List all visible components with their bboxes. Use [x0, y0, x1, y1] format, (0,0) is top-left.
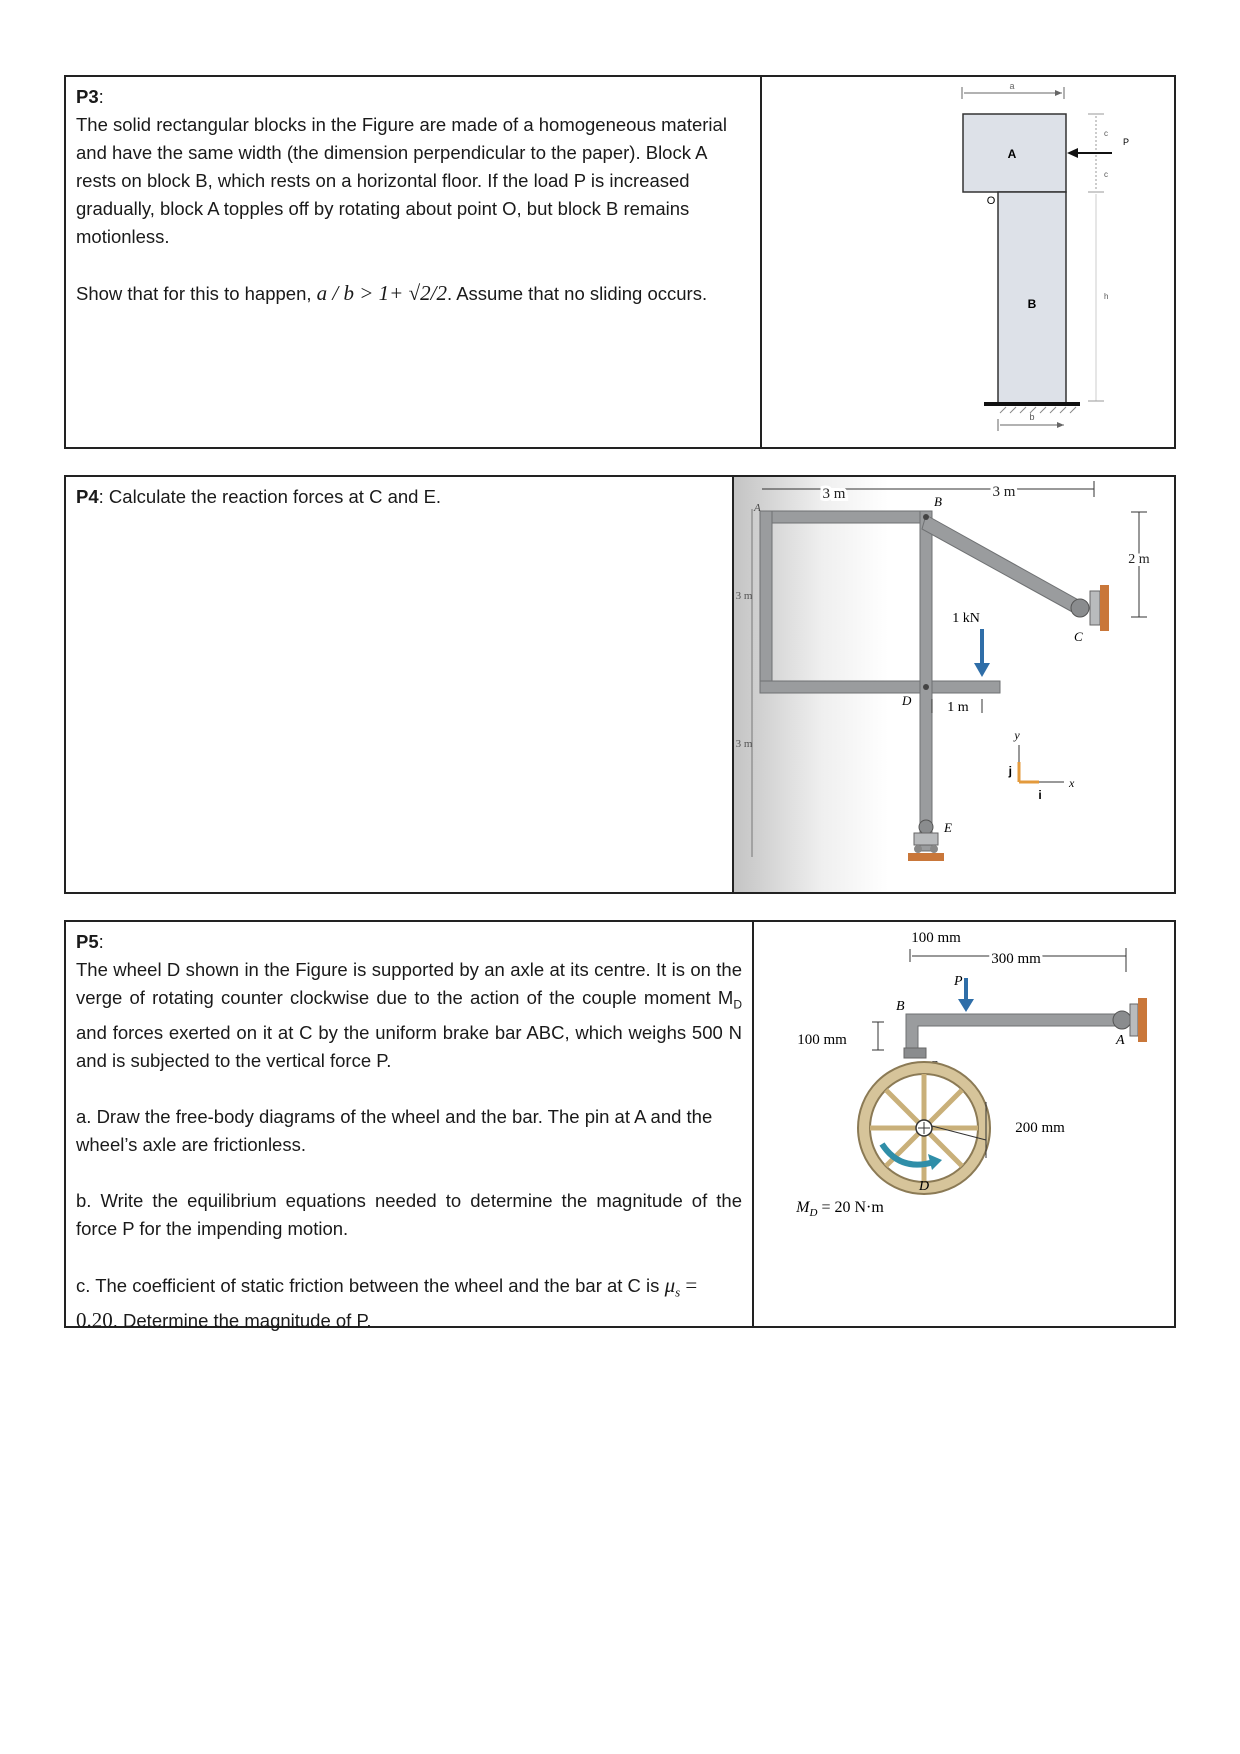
dim-c-upper-label: c — [1104, 129, 1108, 138]
p5-part-a: a. Draw the free-body diagrams of the wheel and the bar. The pin at A and the wheel’s axle are frictionless. — [76, 1105, 713, 1155]
point-b-label: B — [934, 494, 942, 509]
point-c-label: C — [1074, 629, 1083, 644]
block-b-label: B — [1027, 297, 1037, 311]
member-d-horizontal — [760, 681, 1000, 693]
member-a-vertical — [760, 511, 772, 693]
p3-show-that: Show that for this to happen, a / b > 1+ √2/2. Assume that no sliding occurs. — [76, 281, 708, 305]
p4-figure-cell — [734, 477, 1174, 892]
p5-title: P5: — [76, 931, 104, 952]
member-ab — [760, 511, 932, 523]
dim-200mm: 200 mm — [1015, 1120, 1065, 1136]
p5-part-c: c. The coefficient of static friction between the wheel and the bar at C is $\mu_s = 0.20$. Determine the magnitude of P. — [76, 1272, 698, 1333]
p3-statement: The solid rectangular blocks in the Figure are made of a homogeneous material and have the same width (the dimension perpendicular to the paper). Block A rests on block B, which rests on a horizontal floor. If the load P is increased gradually, block A topples off by rotating about point O, but block B remains motionless. — [76, 114, 727, 247]
p3-text-cell — [66, 77, 762, 447]
dim-3m-top-left: 3 m — [822, 486, 846, 502]
point-d-label: D — [902, 693, 912, 708]
point-b-label: B — [896, 999, 905, 1014]
problem-p3 — [64, 75, 1176, 449]
unit-i-label: i — [1038, 788, 1042, 802]
p5-part-b: b. Write the equilibrium equations needed to determine the magnitude of the force P for the impending motion. — [76, 1189, 742, 1239]
dim-100mm-top: 100 mm — [911, 930, 961, 946]
dim-3m-side-lower: 3 m — [735, 738, 753, 750]
p4-text-cell — [66, 477, 734, 892]
dim-1m: 1 m — [947, 700, 969, 715]
dim-2m: 2 m — [1128, 552, 1150, 567]
load-1kn-label: 1 kN — [952, 611, 980, 626]
p5-statement: The wheel D shown in the Figure is supported by an axle at its centre. It is on the verge of rotating counter clockwise due to the action of the couple moment $M_D$ and forces exerted on it at C by the uniform brake bar ABC, which weighs 500 N and is subjected to the vertical force P. — [76, 959, 742, 1071]
p5-brake-figure — [754, 922, 1174, 1326]
point-d-label: D — [918, 1179, 930, 1194]
ground-e — [908, 853, 944, 861]
load-p-label: P — [1122, 137, 1130, 147]
dim-300mm: 300 mm — [991, 951, 1041, 967]
load-p-label: P — [954, 974, 963, 989]
dim-3m-side-upper: 3 m — [735, 590, 753, 602]
dim-3m-top-right: 3 m — [992, 484, 1016, 500]
point-a-label: A — [1116, 1033, 1125, 1048]
problem-p4 — [64, 475, 1176, 894]
dim-100mm-left: 100 mm — [797, 1032, 847, 1048]
wall-a — [1138, 998, 1147, 1042]
problem-p5 — [64, 920, 1176, 1333]
pin-a — [1113, 1011, 1131, 1029]
p3-blocks-figure — [762, 77, 1174, 447]
p5-figure-cell — [754, 922, 1174, 1326]
p5-mu-value: = 0.20 — [76, 1272, 698, 1333]
p4-title: P4: Calculate the reaction forces at C and E. — [76, 486, 442, 507]
axis-x-label: x — [1069, 776, 1075, 790]
p3-title: P3: — [76, 86, 104, 107]
dim-b-label: b — [1029, 412, 1035, 422]
pin-c — [1071, 599, 1089, 617]
dim-c-lower-label: c — [1104, 170, 1108, 179]
p3-figure-cell — [762, 77, 1174, 447]
point-a-label: A — [754, 502, 761, 514]
wall-c — [1100, 585, 1109, 631]
brake-bar-abc — [906, 1014, 1120, 1050]
p5-text-cell — [66, 922, 754, 1333]
unit-j-label: j — [1008, 764, 1012, 778]
p3-inequality: a / b > 1+ √2/2 — [316, 281, 447, 305]
dim-h-label: h — [1104, 292, 1109, 301]
block-a-label: A — [1007, 147, 1017, 161]
p4-statement: : Calculate the reaction forces at C and E. — [98, 486, 442, 507]
point-o-label: O — [986, 195, 996, 207]
point-e-label: E — [944, 820, 952, 835]
moment-md-label: $M_D = 20$ N·m — [796, 1199, 884, 1219]
axis-y-label: y — [1014, 728, 1020, 742]
p4-frame-figure — [734, 477, 1174, 892]
member-be — [920, 511, 932, 851]
pin-e — [919, 820, 933, 834]
dim-a-label: a — [1009, 81, 1015, 91]
